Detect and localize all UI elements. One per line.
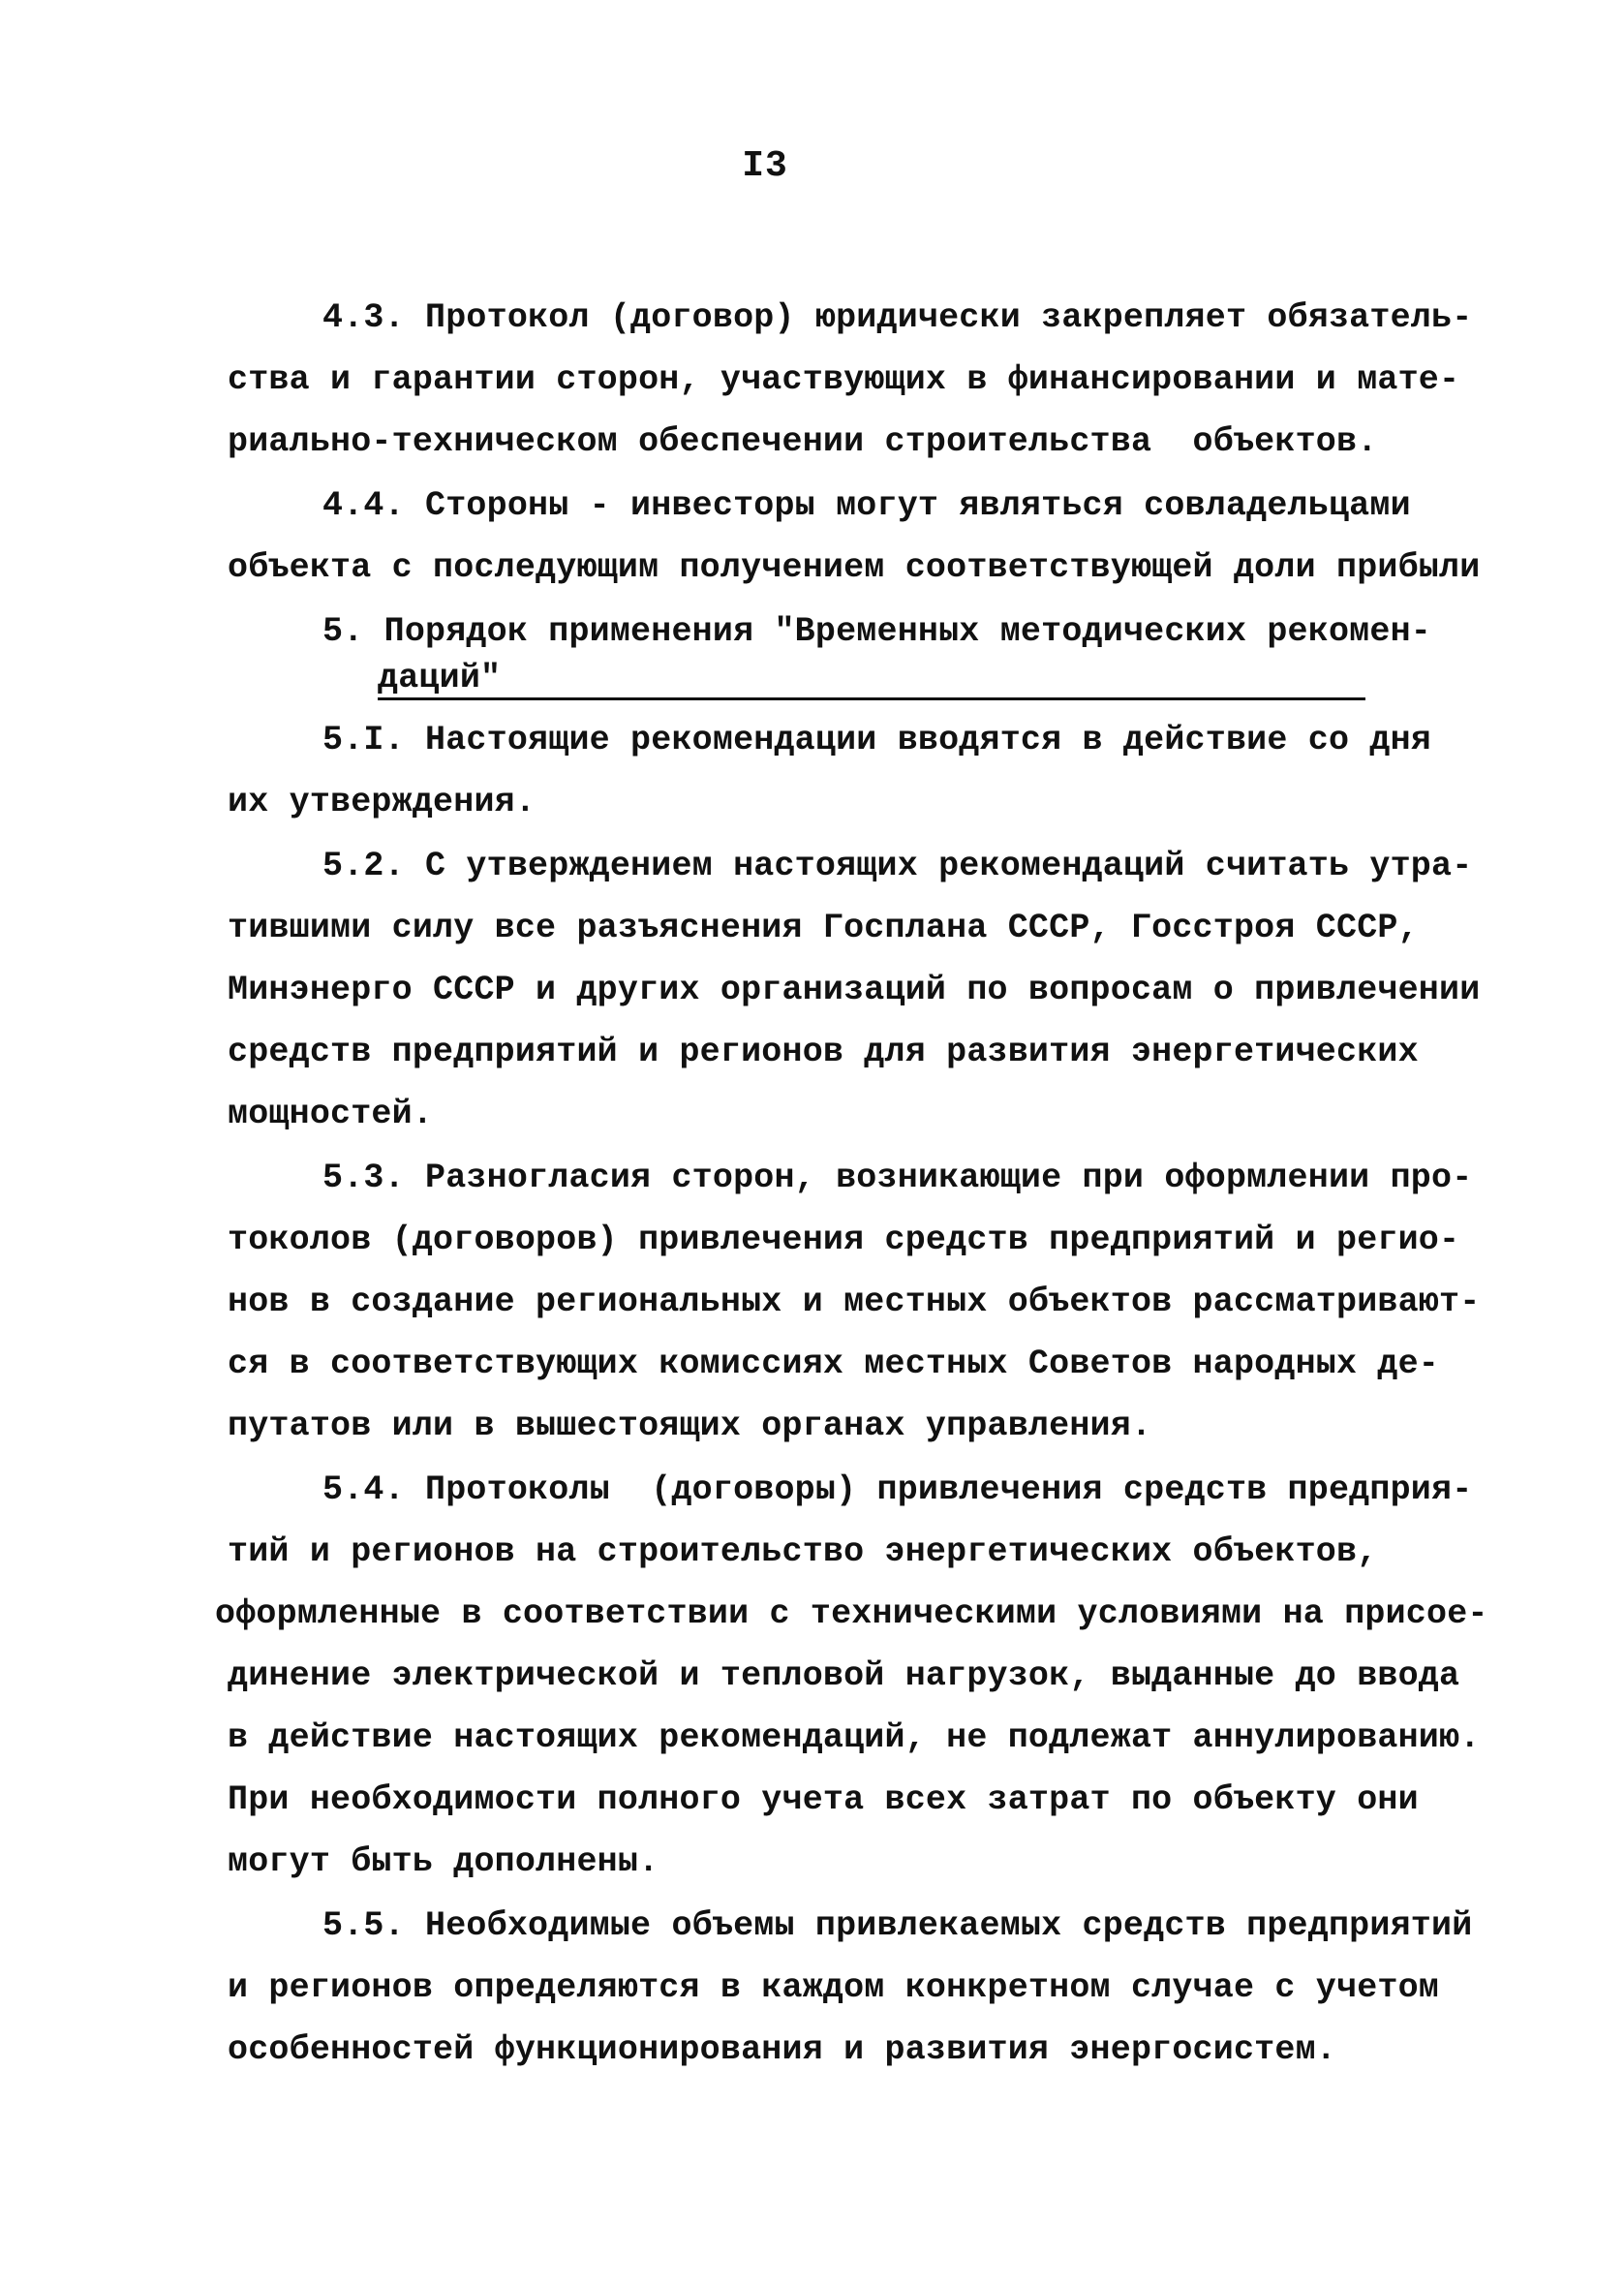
text-line: 4.3. Протокол (договор) юридически закрепляет обязатель- xyxy=(322,298,1473,337)
text-line: их утверждения. xyxy=(228,783,536,821)
text-line: 5.I. Настоящие рекомендации вводятся в действие со дня xyxy=(322,721,1431,759)
text-line: могут быть дополнены. xyxy=(228,1842,659,1881)
text-line: оформленные в соответствии с техническими условиями на присое- xyxy=(215,1594,1488,1633)
text-line: 5.5. Необходимые объемы привлекаемых средств предприятий xyxy=(322,1906,1473,1945)
section-heading-continuation: даций" xyxy=(378,659,502,697)
text-line: средств предприятий и регионов для развития энергетических xyxy=(228,1033,1419,1071)
text-line: нов в создание региональных и местных объектов рассматривают- xyxy=(228,1283,1481,1321)
text-line: токолов (договоров) привлечения средств предприятий и регио- xyxy=(228,1221,1460,1259)
text-line: ся в соответствующих комиссиях местных Советов народных де- xyxy=(228,1345,1440,1383)
text-line: 4.4. Стороны - инвесторы могут являться совладельцами xyxy=(322,486,1411,525)
text-line: особенностей функционирования и развития энергосистем. xyxy=(228,2030,1336,2069)
text-line: При необходимости полного учета всех затрат по объекту они xyxy=(228,1780,1419,1819)
text-line: 5.2. С утверждением настоящих рекомендаций считать утра- xyxy=(322,847,1473,885)
text-line: динение электрической и тепловой нагрузок, выданные до ввода xyxy=(228,1656,1460,1695)
text-line: 5.3. Разногласия сторон, возникающие при оформлении про- xyxy=(322,1159,1473,1197)
section-heading: 5. Порядок применения "Временных методических рекомен- xyxy=(322,612,1431,651)
text-line: объекта с последующим получением соответствующей доли прибыли xyxy=(228,548,1481,587)
text-line: риально-техническом обеспечении строительства объектов. xyxy=(228,422,1378,461)
text-line: тившими силу все разъяснения Госплана СССР, Госстроя СССР, xyxy=(228,909,1419,947)
text-line: Минэнерго СССР и других организаций по вопросам о привлечении xyxy=(228,971,1481,1009)
text-line: мощностей. xyxy=(228,1095,434,1133)
text-line: и регионов определяются в каждом конкретном случае с учетом xyxy=(228,1968,1440,2007)
heading-underline xyxy=(378,697,1365,700)
text-line: путатов или в вышестоящих органах управления. xyxy=(228,1407,1152,1445)
text-line: тий и регионов на строительство энергетических объектов, xyxy=(228,1532,1378,1571)
text-line: 5.4. Протоколы (договоры) привлечения средств предприя- xyxy=(322,1470,1473,1509)
text-line: в действие настоящих рекомендаций, не подлежат аннулированию. xyxy=(228,1718,1481,1757)
page-number: I3 xyxy=(742,145,788,187)
text-line: ства и гарантии сторон, участвующих в финансировании и мате- xyxy=(228,360,1460,399)
